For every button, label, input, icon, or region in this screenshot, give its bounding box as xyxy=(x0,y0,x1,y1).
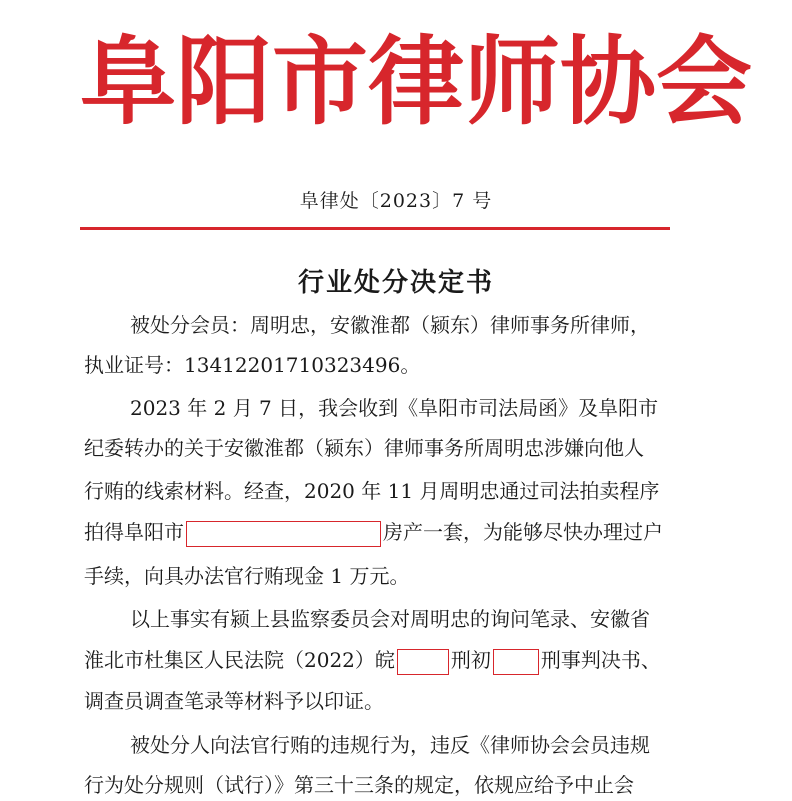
redaction-box xyxy=(186,521,381,547)
body-text: 拍得阜阳市 xyxy=(84,520,184,544)
masthead-title xyxy=(80,22,752,142)
masthead-char: 律 xyxy=(368,26,464,138)
masthead-char: 师 xyxy=(464,26,560,138)
masthead-char: 协 xyxy=(560,26,656,138)
body-line xyxy=(84,518,663,547)
document-number: 阜律处〔2023〕7 号 xyxy=(299,190,493,212)
document-title: 行业处分决定书 xyxy=(297,268,494,298)
body-line: 执业证号：13412201710323496。 xyxy=(84,353,421,377)
body-line: 行为处分规则（试行）》第三十三条的规定，依规应给予中止会 xyxy=(84,773,634,797)
body-line: 调查员调查笔录等材料予以印证。 xyxy=(84,689,384,713)
masthead-char: 会 xyxy=(656,26,752,138)
body-text: 淮北市杜集区人民法院（2022）皖 xyxy=(84,648,395,672)
red-divider xyxy=(80,227,670,230)
body-text: 刑初 xyxy=(450,648,491,672)
body-text: 刑事判决书、 xyxy=(540,648,661,672)
body-line xyxy=(84,646,661,675)
body-line: 手续，向具办法官行贿现金 1 万元。 xyxy=(84,564,410,588)
body-line: 被处分人向法官行贿的违规行为，违反《律师协会会员违规 xyxy=(130,733,650,757)
body-line: 以上事实有颍上县监察委员会对周明忠的询问笔录、安徽省 xyxy=(130,607,650,631)
masthead-char: 阳 xyxy=(176,26,272,138)
body-line: 纪委转办的关于安徽淮都（颍东）律师事务所周明忠涉嫌向他人 xyxy=(84,436,644,460)
body-line: 行贿的线索材料。经查，2020 年 11 月周明忠通过司法拍卖程序 xyxy=(84,479,660,503)
masthead-char: 阜 xyxy=(80,26,176,138)
redaction-box xyxy=(397,649,449,675)
body-line: 被处分会员：周明忠，安徽淮都（颍东）律师事务所律师， xyxy=(130,313,650,337)
redaction-box xyxy=(493,649,539,675)
masthead-char: 市 xyxy=(272,26,368,138)
body-text: 房产一套，为能够尽快办理过户 xyxy=(383,520,663,544)
body-line: 2023 年 2 月 7 日，我会收到《阜阳市司法局函》及阜阳市 xyxy=(130,396,659,420)
